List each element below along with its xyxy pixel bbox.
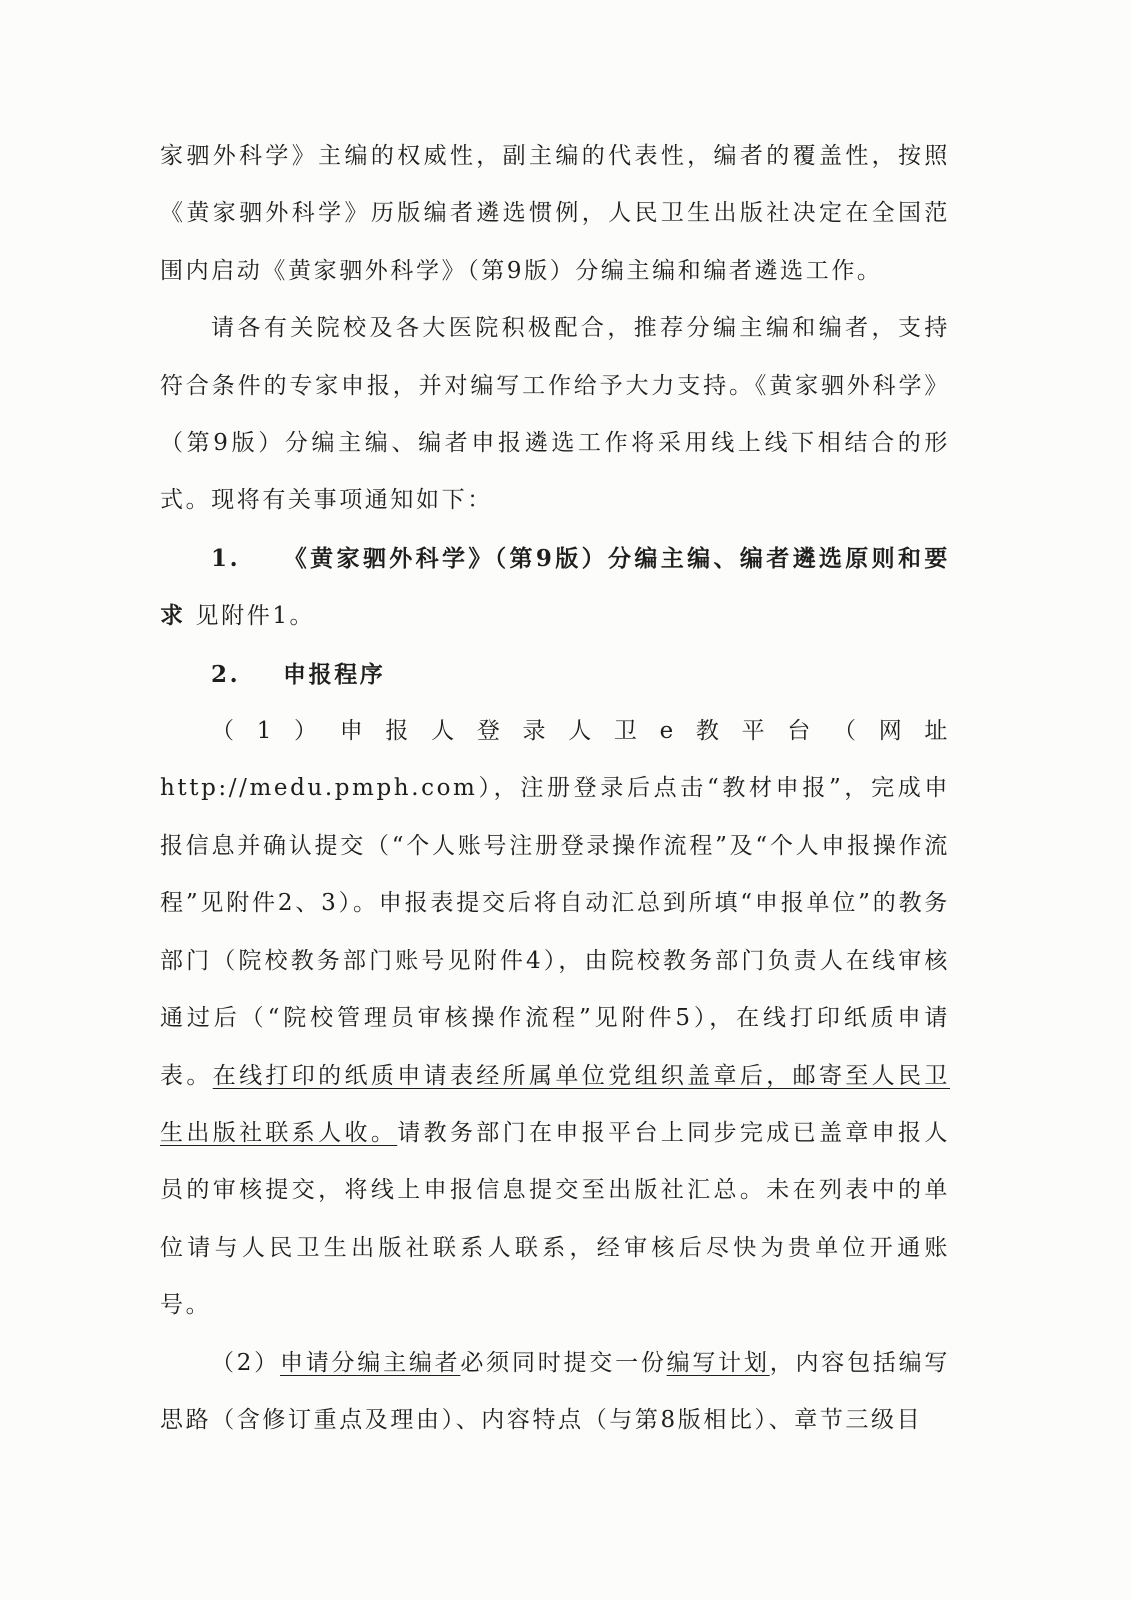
section-2-heading [160, 646, 950, 703]
item-1-underlined-text: 在线打印的纸质申请表经所属单位党组织盖章后，邮寄至人民卫生出版社联系人收。 [160, 1062, 950, 1146]
section-2-number: 2. [211, 660, 241, 688]
item-1-text-continued: 请教务部门在申报平台上同步完成已盖章申报人员的审核提交，将线上申报信息提交至出版社汇总。未在列表中的单位请与人民卫生出版社联系人联系，经审核后尽快为贵单位开通账号。 [160, 1119, 950, 1319]
section-1-text: 见附件1。 [185, 603, 316, 630]
item-2-middle: 必须同时提交一份 [460, 1349, 667, 1376]
section-1-number: 1. [211, 544, 241, 572]
item-2-text: ，内容包括编写思路（含修订重点及理由）、内容特点（与第8版相比）、章节三级目 [160, 1349, 950, 1433]
section-2-title: 申报程序 [283, 660, 386, 688]
item-2-underlined-applicant: 申请分编主编者 [279, 1349, 461, 1376]
intro-paragraph: 家驷外科学》主编的权威性，副主编的代表性，编者的覆盖性，按照《黄家驷外科学》历版编者遴选惯例，人民卫生出版社决定在全国范围内启动《黄家驷外科学》（第9版）分编主编和编者遴选工作。 [160, 143, 950, 284]
item-2-underlined-plan: 编写计划 [666, 1349, 770, 1376]
section-1-heading [160, 530, 950, 646]
item-1-paragraph [160, 703, 950, 1334]
item-1-text: （1）申报人登录人卫e教平台（网址http://medu.pmph.com），注册登录后点击“教材申报”，完成申报信息并确认提交（“个人账号注册登录操作流程”及“个人申报操作流程”见附件2、3）。申报表提交后将自动汇总到所填“申报单位”的教务部门（院校教务部门账号见附件4），由院校教务部门负责人在线审核通过后（“院校管理员审核操作流程”见附件5），在线打印纸质申请表。 [160, 718, 950, 1089]
document-body [160, 128, 950, 1449]
item-2-paragraph [160, 1335, 950, 1450]
section-1-title: 《黄家驷外科学》（第9版）分编主编、编者遴选原则和要求 [160, 544, 950, 630]
item-2-prefix: （2） [211, 1349, 280, 1376]
request-paragraph: 请各有关院校及各大医院积极配合，推荐分编主编和编者，支持符合条件的专家申报，并对编写工作给予大力支持。《黄家驷外科学》（第9版）分编主编、编者申报遴选工作将采用线上线下相结合的形式。现将有关事项通知如下： [160, 315, 950, 514]
